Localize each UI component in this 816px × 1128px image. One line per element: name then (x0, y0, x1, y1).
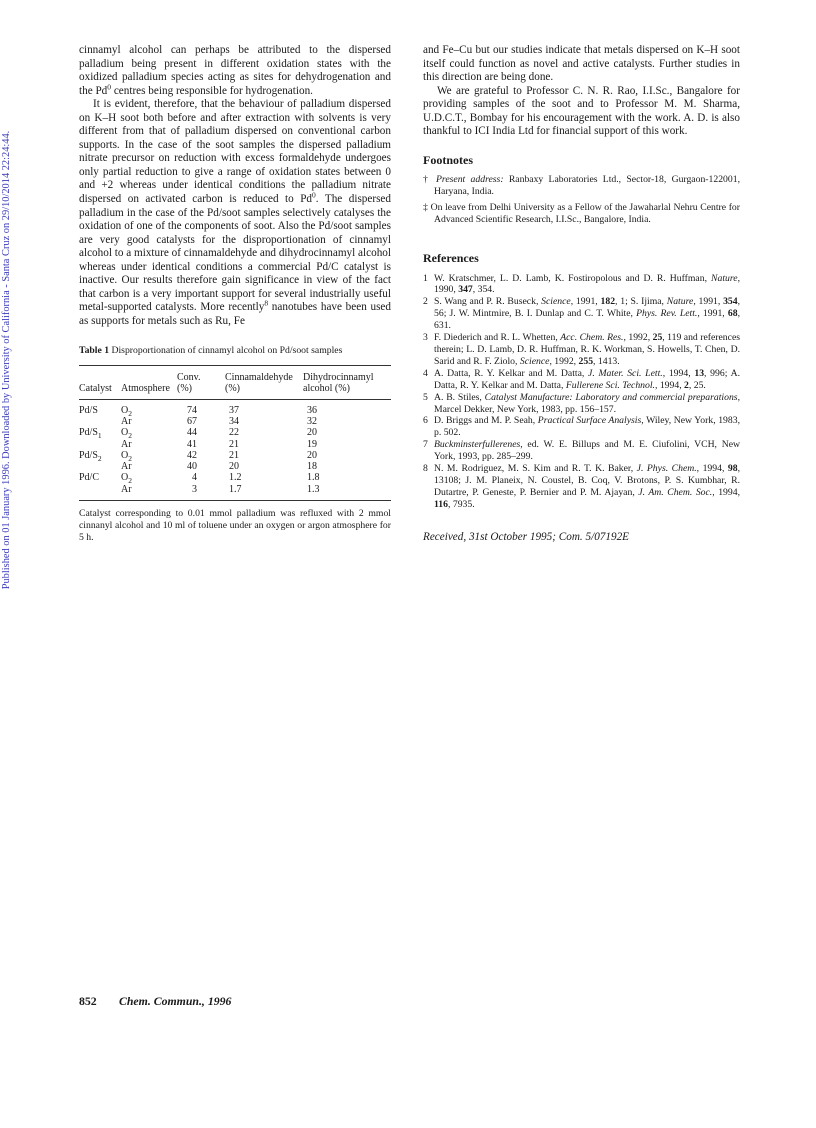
cell-conversion: 40 (187, 461, 197, 473)
right-column (423, 44, 740, 544)
table-row (79, 439, 391, 450)
results-table (79, 365, 391, 495)
reference-item: 1 W. Kratschmer, L. D. Lamb, K. Fostiropolous and D. R. Huffman, Nature, 1990, 347, 354. (423, 272, 740, 296)
table-row (79, 484, 391, 495)
cell-conversion: 44 (187, 427, 197, 439)
acknowledgement: We are grateful to Professor C. N. R. Rao, I.I.Sc., Bangalore for providing samples of the soot and to Professor M. M. Sharma, U.D.C.T., Bombay for his encouragement with the work. A. D. is also thankful to ICI India Ltd for financial support of this work. (423, 84, 740, 138)
header-cin-unit: (%) (225, 383, 240, 395)
reference-item: 8 N. M. Rodriguez, M. S. Kim and R. T. K. Baker, J. Phys. Chem., 1994, 98, 13108; J. M. Planeix, N. Coustel, B. Coq, V. Brotons, P. S. Kumbhar, R. Dutartre, P. Geneste, P. Bernier and P. M. Ajayan, J. Am. Chem. Soc., 1994, 116, 7935. (423, 463, 740, 510)
reference-item: 2 S. Wang and P. R. Buseck, Science, 1991, 182, 1; S. Ijima, Nature, 1991, 354, 56; J. W. Mintmire, B. I. Dunlap and C. T. White, Phys. Rev. Lett., 1991, 68, 631. (423, 296, 741, 332)
left-column (79, 44, 391, 544)
cell-dihydrocinnamyl: 18 (307, 461, 317, 473)
cell-atmosphere: Ar (121, 461, 132, 473)
header-atmosphere: Atmosphere (121, 383, 170, 395)
reference-item: 6 D. Briggs and M. P. Seah, Practical Surface Analysis, Wiley, New York, 1983, p. 502. (423, 415, 740, 439)
footnote: † Present address: Ranbaxy Laboratories Ltd., Sector-18, Gurgaon-122001, Haryana, India. (423, 174, 740, 198)
cell-conversion: 42 (187, 449, 197, 461)
table-caption: Table 1 Disproportionation of cinnamyl alcohol on Pd/soot samples (79, 345, 343, 357)
footnotes-heading: Footnotes (423, 152, 473, 167)
cell-catalyst: Pd/C (79, 472, 100, 484)
cell-atmosphere: $O_2$ (121, 427, 132, 441)
footnote: ‡ On leave from Delhi University as a Fellow of the Jawaharlal Nehru Centre for Advanced Scientific Research, I.I.Sc., Bangalore, India. (423, 202, 740, 226)
table-row (79, 416, 391, 427)
cell-cinnamaldehyde: 21 (229, 438, 239, 450)
received-line: Received, 31st October 1995; Com. 5/07192E (423, 530, 629, 543)
download-watermark (0, 30, 18, 690)
cell-conversion: 3 (192, 483, 197, 495)
table-row (79, 427, 391, 438)
cell-atmosphere: Ar (121, 483, 132, 495)
paragraph: and Fe–Cu but our studies indicate that metals dispersed on K–H soot itself could function as novel and active catalysts. Further studies in this direction are being done. (423, 44, 740, 84)
page-footer (79, 994, 231, 1009)
cell-conversion: 41 (187, 438, 197, 450)
paragraph: cinnamyl alcohol can perhaps be attributed to the dispersed palladium being present in different oxidation states with the oxidized palladium species acting as sites for dehydrogenation and the Pd$^0$ centres being responsible for hydrogenation. (79, 44, 391, 97)
header-catalyst: Catalyst (79, 383, 112, 395)
cell-atmosphere: Ar (121, 415, 132, 427)
references-heading: References (423, 251, 479, 265)
cell-dihydrocinnamyl: 19 (307, 438, 317, 450)
col-header-cinnamaldehyde: Cinnamaldehyde (225, 372, 293, 384)
footnotes (423, 174, 740, 226)
reference-item: 5 A. B. Stiles, Catalyst Manufacture: Laboratory and commercial preparations, Marcel Dekker, New York, 1983, pp. 156–157. (423, 391, 740, 415)
table-row (79, 450, 391, 461)
cell-conversion: 67 (187, 415, 197, 427)
cell-atmosphere: $O_2$ (121, 472, 132, 486)
table-row (79, 472, 391, 483)
cell-atmosphere: Ar (121, 438, 132, 450)
cell-atmosphere: $O_2$ (121, 404, 132, 418)
cell-dihydrocinnamyl: 1.3 (307, 483, 320, 495)
table-row (79, 461, 391, 472)
watermark-text: Published on 01 January 1996. Downloaded by University of California - Santa Cruz on 29/10/2014 22:24:44. (1, 130, 12, 590)
cell-atmosphere: $O_2$ (121, 449, 132, 463)
col-header-conv: Conv. (177, 372, 201, 384)
cell-cinnamaldehyde: 21 (229, 449, 239, 461)
col-header-dihydrocinnamyl: Dihydrocinnamyl (303, 372, 374, 384)
cell-cinnamaldehyde: 34 (229, 415, 239, 427)
reference-item: 4 A. Datta, R. Y. Kelkar and M. Datta, J. Mater. Sci. Lett., 1994, 13, 996; A. Datta, R. Y. Kelkar and M. Datta, Fullerene Sci. Technol., 1994, 2, 25. (423, 367, 740, 391)
cell-dihydrocinnamyl: 20 (307, 449, 317, 461)
header-conv-unit: (%) (177, 383, 192, 395)
page-number: 852 (79, 994, 97, 1008)
cell-cinnamaldehyde: 22 (229, 427, 239, 439)
cell-catalyst (79, 484, 121, 495)
cell-catalyst: $Pd/S_1$ (79, 427, 102, 441)
cell-cinnamaldehyde: 1.2 (229, 472, 242, 484)
cell-catalyst: Pd/S (79, 404, 98, 416)
cell-cinnamaldehyde: 37 (229, 404, 239, 416)
journal-name: Chem. Commun., 1996 (119, 994, 232, 1008)
cell-conversion: 74 (187, 404, 197, 416)
references-list (423, 273, 740, 511)
col-header-catalyst (79, 366, 121, 384)
cell-conversion: 4 (192, 472, 197, 484)
cell-dihydrocinnamyl: 20 (307, 427, 317, 439)
cell-catalyst: $Pd/S_2$ (79, 449, 102, 463)
reference-item: 7 Buckminsterfullerenes, ed. W. E. Billups and M. E. Ciufolini, VCH, New York, 1993, pp. 285–299. (423, 439, 740, 463)
cell-dihydrocinnamyl: 1.8 (307, 472, 320, 484)
cell-cinnamaldehyde: 20 (229, 461, 239, 473)
cell-dihydrocinnamyl: 36 (307, 404, 317, 416)
cell-dihydrocinnamyl: 32 (307, 415, 317, 427)
reference-item: 3 F. Diederich and R. L. Whetten, Acc. Chem. Res., 1992, 25, 119 and references therein; L. D. Lamb, D. R. Huffman, R. K. Workman, S. Howells, T. Chen, D. Sarid and R. F. Ziolo, Science, 1992, 255, 1413. (423, 332, 741, 367)
cell-catalyst (79, 416, 121, 427)
table-footnote: Catalyst corresponding to 0.01 mmol palladium was refluxed with 2 mmol cinnanyl alcohol and 10 ml of toluene under an oxygen or argon atmosphere for 5 h. (79, 508, 391, 543)
header-dih-unit: alcohol (%) (303, 383, 350, 395)
paragraph: It is evident, therefore, that the behaviour of palladium dispersed on K–H soot both before and after extraction with solvents is very different from that of palladium dispersed on conventional carbon supports. In the case of the soot samples the dispersed palladium nitrate precursor on reduction with excess formaldehyde undergoes only partial reduction to give a range of oxidation states between 0 and +2 whereas under identical conditions the palladium nitrate dispersed on activated carbon is reduced to Pd$^0$. The dispersed palladium in the case of the Pd/soot samples selectively catalyses the oxidation of one of the components of soot. Also the Pd/soot samples are very good catalysts for the disproportionation of cinnamyl alcohol to a mixture of cinnamaldehyde and dihydrocinnamyl alcohol whereas under identical conditions a commercial Pd/C catalyst is inactive. Our results therefore gain significance in view of the fact that carbon is a very important support for several industrially useful metal-supported catalysts. More recently$^8$ nanotubes have been used as supports for metals such as Ru, Fe (79, 98, 391, 327)
col-header-atmosphere (121, 366, 177, 384)
cell-cinnamaldehyde: 1.7 (229, 483, 242, 495)
table-row (79, 399, 391, 416)
